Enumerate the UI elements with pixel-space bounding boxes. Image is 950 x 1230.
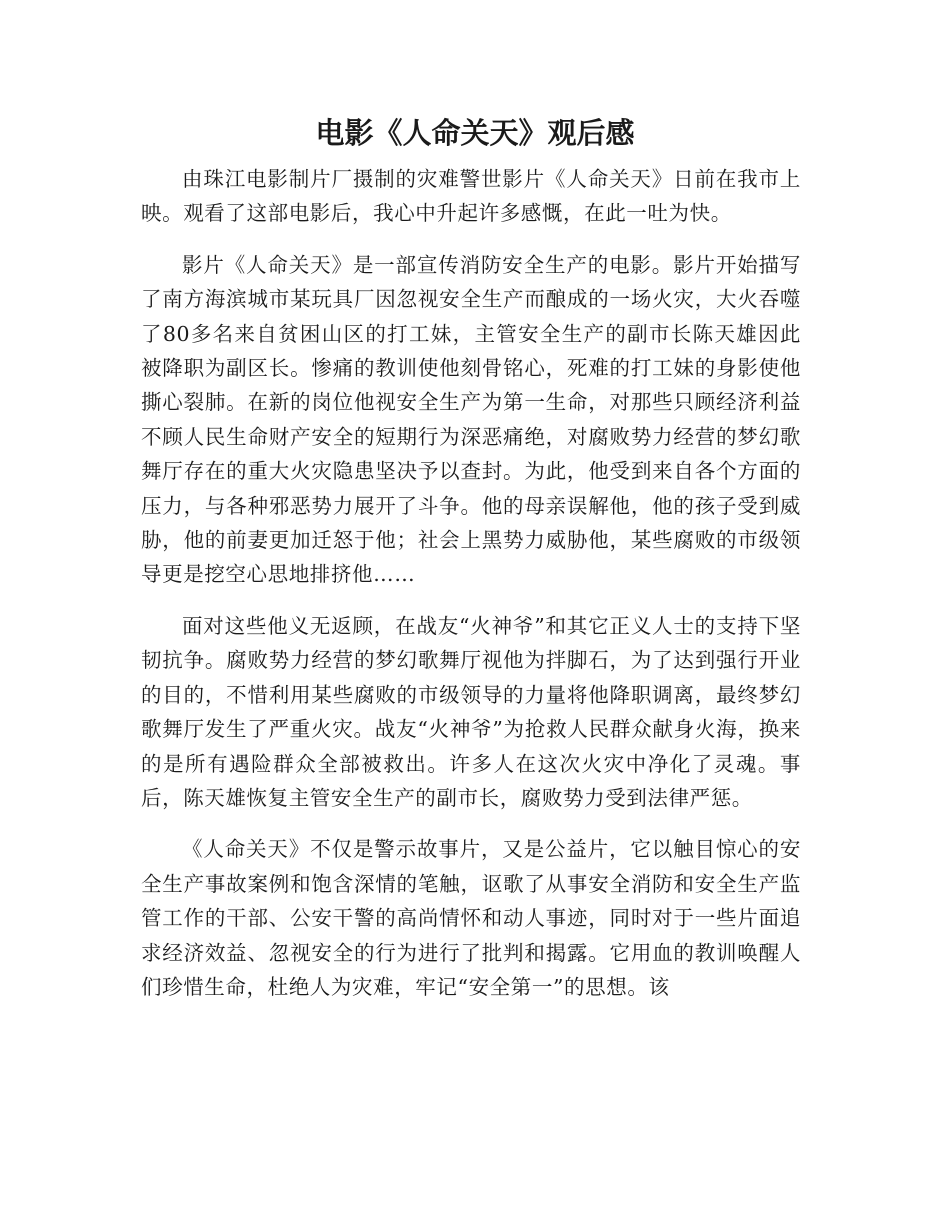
document-title: 电影《人命关天》观后感 [315, 116, 635, 150]
paragraph-4: 《人命关天》不仅是警示故事片，又是公益片，它以触目惊心的安全生产事故案例和饱含深情的笔触，讴歌了从事安全消防和安全生产监管工作的干部、公安干警的高尚情怀和动人事迹，同时对于一些片面追求经济效益、忽视安全的行为进行了批判和揭露。它用血的教训唤醒人们珍惜生命，杜绝人为灾难，牢记“安全第一”的思想。该 [141, 837, 801, 999]
document-body [141, 162, 801, 1021]
paragraph-2: 影片《人命关天》是一部宣传消防安全生产的电影。影片开始描写了南方海滨城市某玩具厂因忽视安全生产而酿成的一场火灾，大火吞噬了80多名来自贫困山区的打工妹，主管安全生产的副市长陈天雄因此被降职为副区长。惨痛的教训使他刻骨铭心，死难的打工妹的身影使他撕心裂肺。在新的岗位他视安全生产为第一生命，对那些只顾经济利益不顾人民生命财产安全的短期行为深恶痛绝，对腐败势力经营的梦幻歌舞厅存在的重大火灾隐患坚决予以查封。为此，他受到来自各个方面的压力，与各种邪恶势力展开了斗争。他的母亲误解他，他的孩子受到威胁，他的前妻更加迁怒于他；社会上黑势力威胁他，某些腐败的市级领导更是挖空心思地排挤他…… [141, 252, 801, 587]
paragraph-1: 由珠江电影制片厂摄制的灾难警世影片《人命关天》日前在我市上映。观看了这部电影后，我心中升起许多感慨，在此一吐为快。 [141, 167, 801, 226]
paragraph-3: 面对这些他义无返顾，在战友“火神爷”和其它正义人士的支持下坚韧抗争。腐败势力经营的梦幻歌舞厅视他为拌脚石，为了达到强行开业的目的，不惜利用某些腐败的市级领导的力量将他降职调离，最终梦幻歌舞厅发生了严重火灾。战友“火神爷”为抢救人民群众献身火海，换来的是所有遇险群众全部被救出。许多人在这次火灾中净化了灵魂。事后，陈天雄恢复主管安全生产的副市长，腐败势力受到法律严惩。 [141, 613, 801, 810]
